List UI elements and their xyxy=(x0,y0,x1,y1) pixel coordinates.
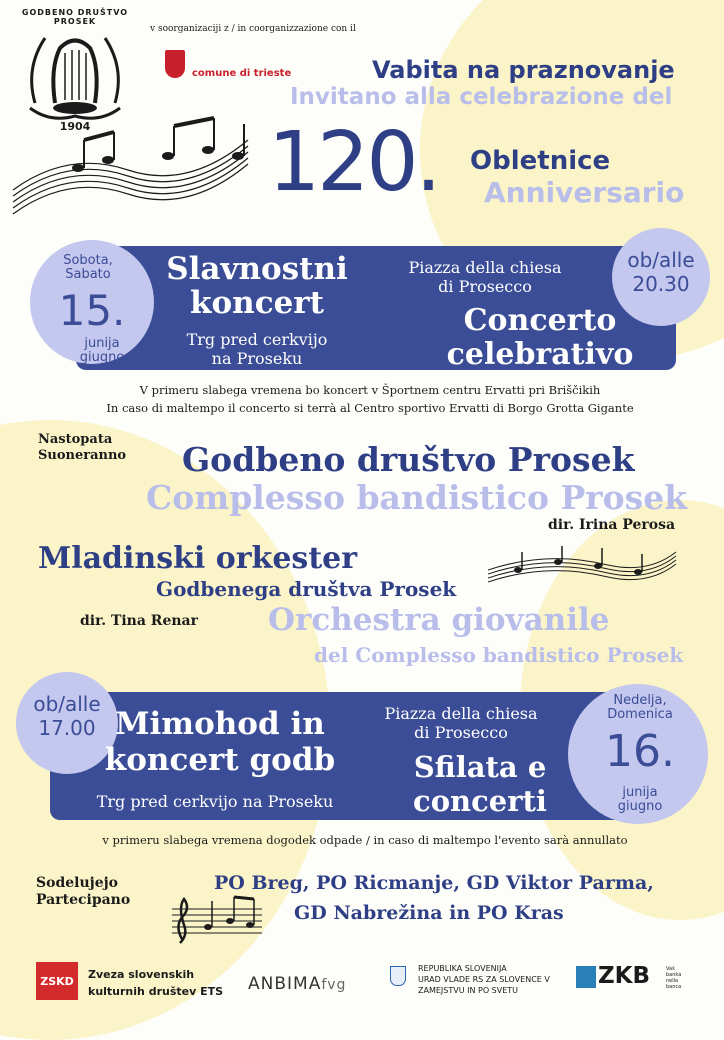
coorganization-text: v soorganizaciji z / in coorganizzazione con il xyxy=(150,24,356,34)
music-notes-decoration xyxy=(8,110,258,230)
anniversary-number: 120. xyxy=(268,115,439,210)
event-2-date: 16. xyxy=(605,726,675,777)
band-name-it: Complesso bandistico Prosek xyxy=(146,478,688,517)
music-notes-decoration xyxy=(172,895,262,950)
title-line-sl: Vabita na praznovanje xyxy=(372,56,675,84)
event-2-day: Nedelja, Domenica xyxy=(607,693,673,722)
comune-logo xyxy=(165,50,185,78)
zkb-text: ZKB xyxy=(598,963,651,989)
youth-orchestra-sl: Mladinski orkester xyxy=(38,541,358,576)
event-2-title-sl: Mimohod in koncert godb xyxy=(104,706,336,778)
club-name: GODBENO DRUŠTVO PROSEK xyxy=(21,8,129,26)
title-line-it: Invitano alla celebrazione del xyxy=(290,84,673,110)
event-1-place-it: Piazza della chiesa di Prosecco xyxy=(408,258,562,296)
event-2-place-sl: Trg pred cerkvijo na Proseku xyxy=(96,792,334,811)
event-1-month: junija giugno xyxy=(79,336,125,365)
event-2-month: junija giugno xyxy=(617,785,663,814)
event-1-date: 15. xyxy=(58,286,126,335)
zkb-small-text: Vaš banka nella banca xyxy=(666,966,682,990)
event-2-place-it: Piazza della chiesa di Prosecco xyxy=(384,704,538,742)
band-director: dir. Irina Perosa xyxy=(548,517,676,533)
event-2-time: 17.00 xyxy=(38,716,96,740)
anniversary-word-it: Anniversario xyxy=(484,176,685,209)
zskd-logo-text: ZSKD xyxy=(40,974,74,988)
event-1-time: 20.30 xyxy=(632,272,690,296)
zskd-logo xyxy=(36,962,78,1000)
performers-label: Nastopata Suoneranno xyxy=(38,432,127,463)
anbima-sub: fvg xyxy=(321,977,347,993)
event-1-note-it: In caso di maltempo il concerto si terrà al Centro sportivo Ervatti di Borgo Grotta Gigante xyxy=(106,401,634,415)
band-name-sl: Godbeno društvo Prosek xyxy=(182,440,635,479)
slovenia-crest-icon xyxy=(390,966,406,986)
event-1-time-label: ob/alle xyxy=(627,248,695,272)
event-1-title-it: Concerto celebrativo xyxy=(446,303,634,372)
youth-orchestra-it-sub: del Complesso bandistico Prosek xyxy=(314,643,684,667)
youth-orchestra-sl-sub: Godbenega društva Prosek xyxy=(156,577,457,601)
event-2-title-it: Sfilata e concerti xyxy=(413,750,547,818)
event-1-day: Sobota, Sabato xyxy=(63,253,113,282)
anniversary-word-sl: Obletnice xyxy=(470,146,611,176)
event-1-note-sl: V primeru slabega vremena bo koncert v Športnem centru Ervatti pri Briščikih xyxy=(139,383,601,397)
event-2-time-label: ob/alle xyxy=(33,692,101,716)
gov-office-text: REPUBLIKA SLOVENIJA URAD VLADE RS ZA SLOVENCE V ZAMEJSTVU IN PO SVETU xyxy=(418,964,550,995)
participants-label: Sodelujejo Partecipano xyxy=(36,875,131,908)
music-notes-decoration xyxy=(488,540,678,590)
event-2-note: v primeru slabega vremena dogodek odpade / in caso di maltempo l'evento sarà annullato xyxy=(102,833,628,847)
event-1-title-sl: Slavnostni koncert xyxy=(166,251,348,321)
comune-label: comune di trieste xyxy=(192,68,292,79)
club-year: 1904 xyxy=(59,120,91,133)
participants-line-1: PO Breg, PO Ricmanje, GD Viktor Parma, xyxy=(214,872,654,894)
youth-orchestra-it: Orchestra giovanile xyxy=(268,602,610,638)
event-1-place-sl: Trg pred cerkvijo na Proseku xyxy=(186,330,328,368)
youth-director: dir. Tina Renar xyxy=(80,613,198,629)
zskd-text: Zveza slovenskih kulturnih društev ETS xyxy=(88,968,224,998)
anbima-main: ANBIMA xyxy=(248,974,322,994)
zkb-icon xyxy=(576,966,596,988)
participants-line-2: GD Nabrežina in PO Kras xyxy=(294,902,564,924)
anbima-logo xyxy=(248,974,346,994)
